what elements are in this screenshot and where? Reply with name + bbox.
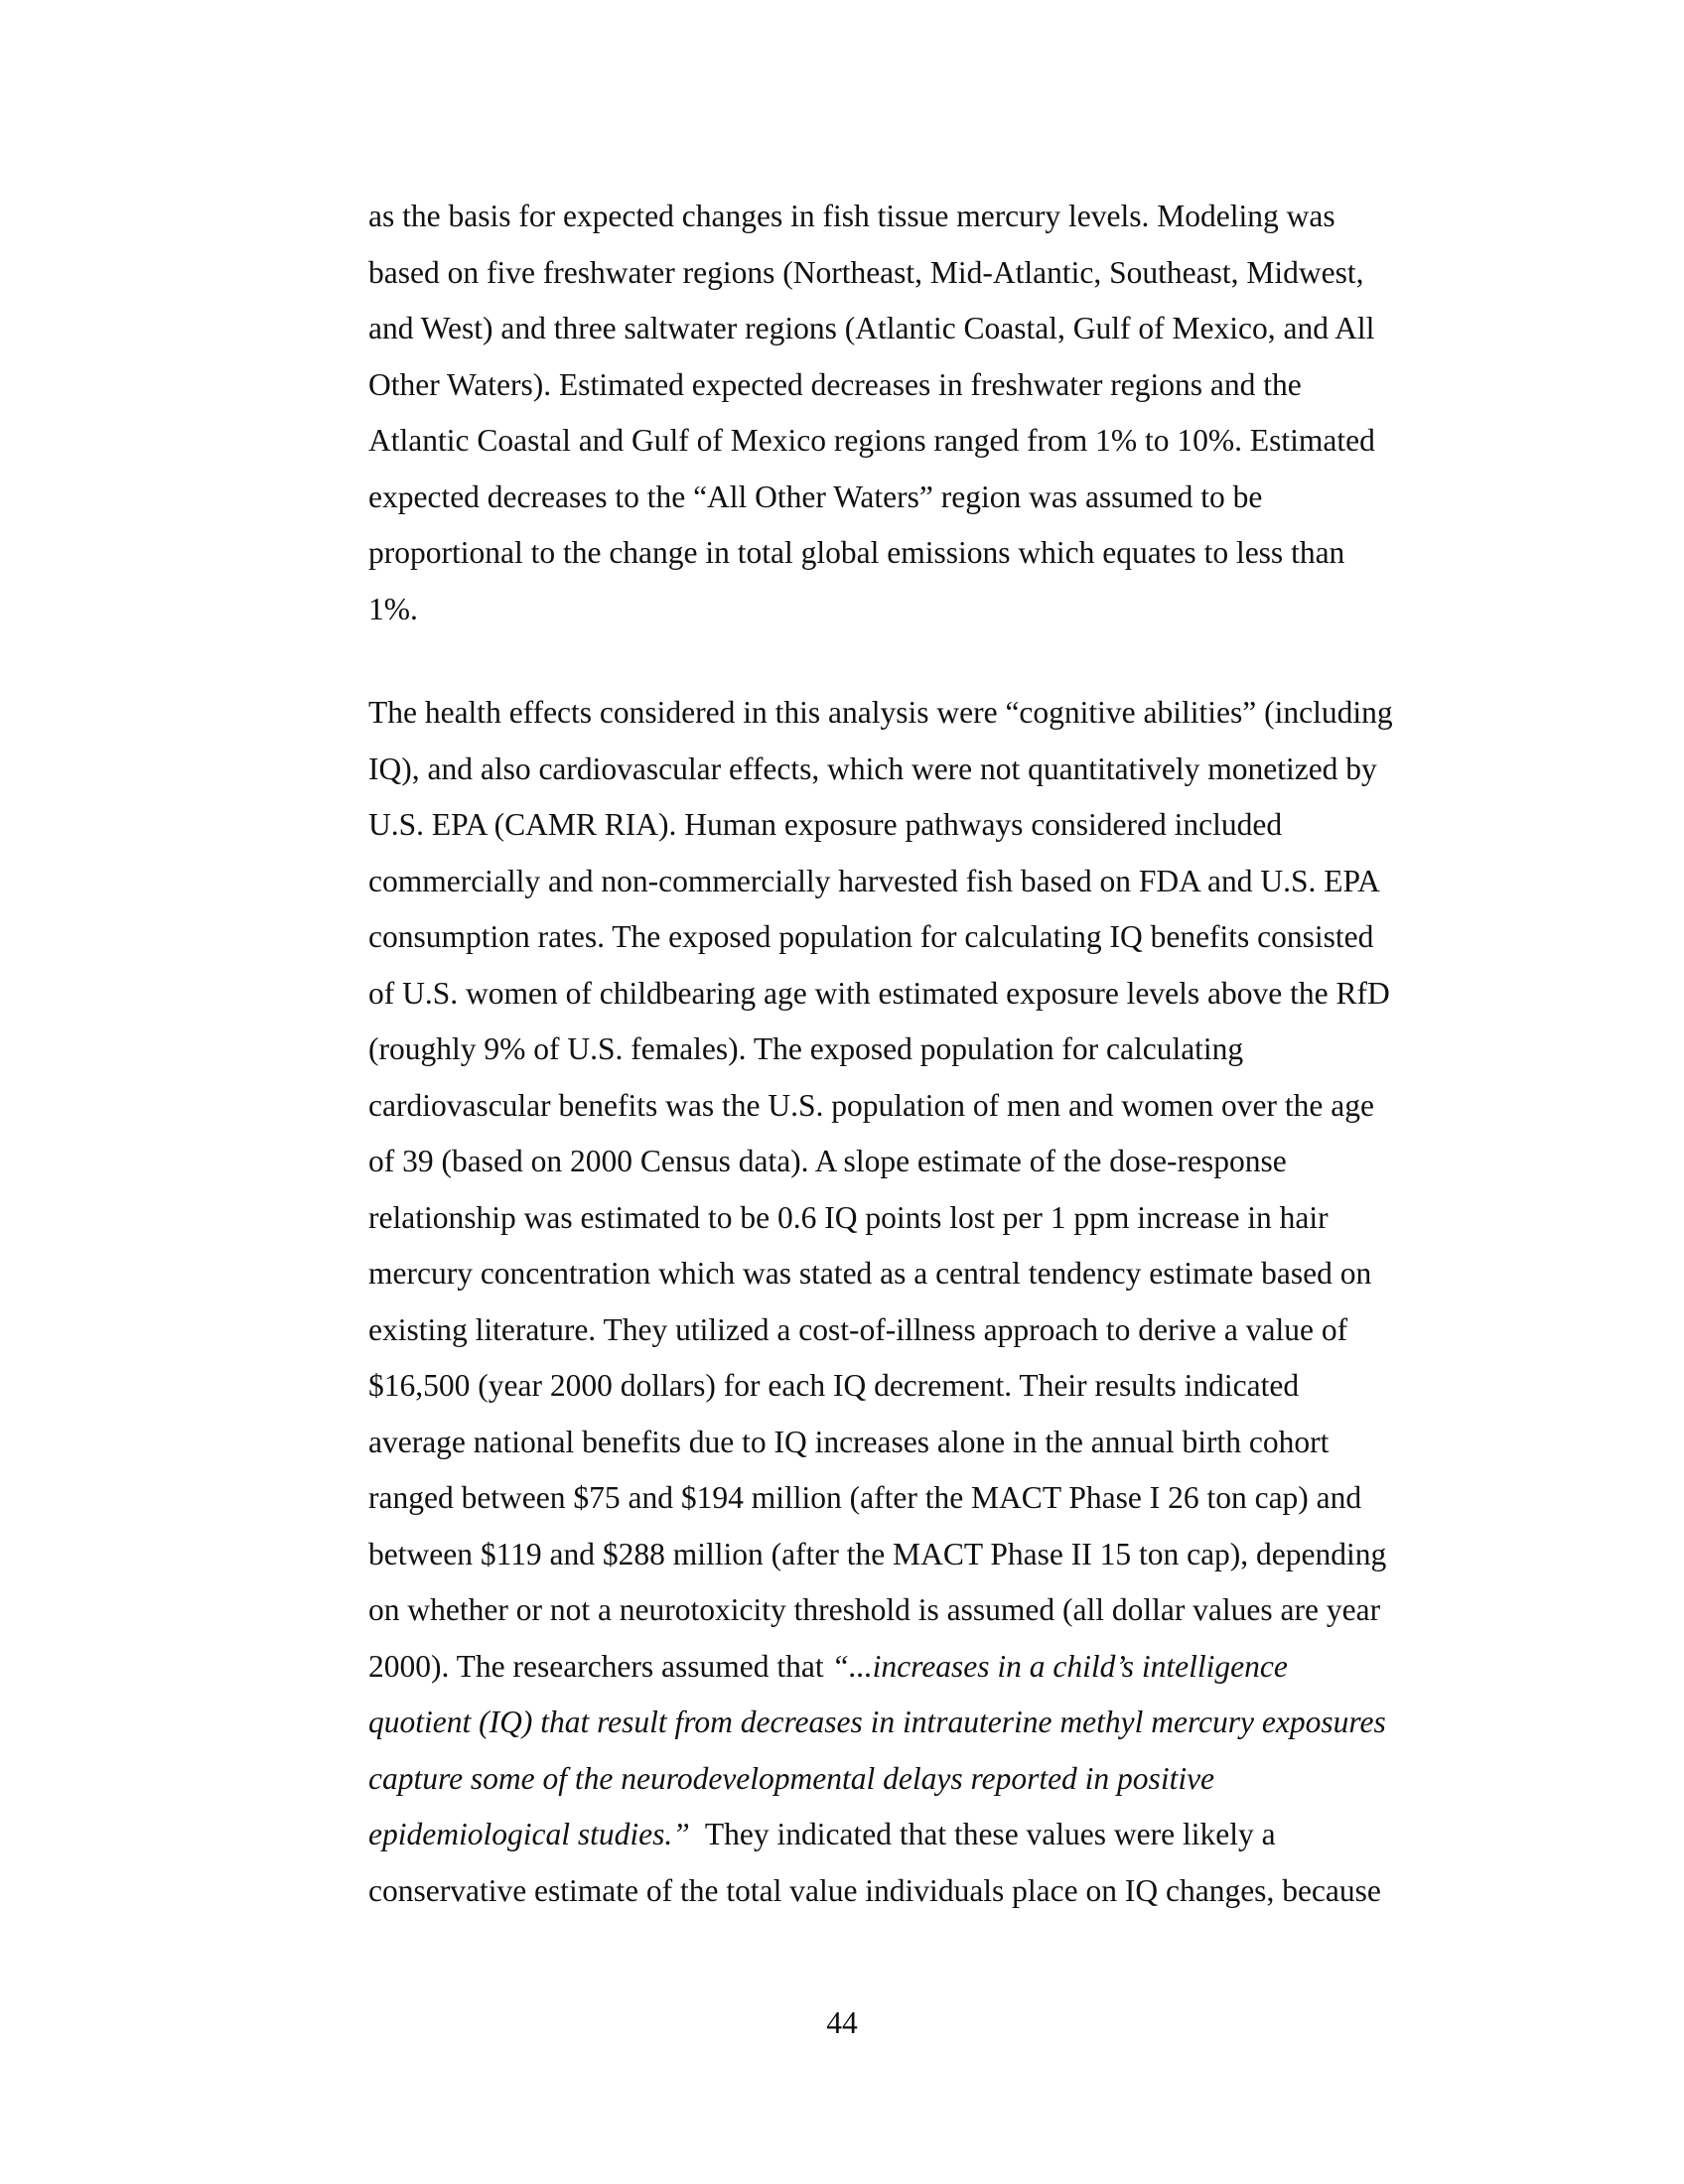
text-line: existing literature. They utilized a cost-of-illness approach to derive a value of — [368, 1311, 1348, 1347]
text-line: of 39 (based on 2000 Census data). A slope estimate of the dose-response — [368, 1144, 1287, 1178]
text-line: on whether or not a neurotoxicity threshold is assumed (all dollar values are year — [368, 1592, 1381, 1627]
text-line: average national benefits due to IQ increases alone in the annual birth cohort — [368, 1424, 1330, 1459]
text-line: consumption rates. The exposed population for calculating IQ benefits consisted — [368, 919, 1374, 954]
paragraph-health-effects — [368, 685, 1441, 1919]
text-line-mixed — [368, 1807, 1441, 1863]
text-line: as the basis for expected changes in fish tissue mercury levels. Modeling was — [368, 199, 1335, 233]
text-line: based on five freshwater regions (Northeast, Mid-Atlantic, Southeast, Midwest, — [368, 254, 1364, 290]
text-line: commercially and non-commercially harvested fish based on FDA and U.S. EPA — [368, 863, 1380, 898]
quoted-text-italic: capture some of the neurodevelopmental delays reported in positive — [368, 1760, 1215, 1796]
quoted-text-italic: “...increases in a child’s intelligence — [831, 1648, 1288, 1684]
text-line: expected decreases to the “All Other Waters” region was assumed to be — [368, 478, 1263, 514]
text-run: They indicated that these values were likely a — [689, 1817, 1276, 1851]
text-line: The health effects considered in this analysis were “cognitive abilities” (including — [368, 695, 1393, 730]
text-line: Atlantic Coastal and Gulf of Mexico regions ranged from 1% to 10%. Estimated — [368, 423, 1375, 458]
text-line: proportional to the change in total global emissions which equates to less than — [368, 535, 1345, 570]
text-line: of U.S. women of childbearing age with estimated exposure levels above the RfD — [368, 975, 1390, 1011]
text-line: cardiovascular benefits was the U.S. population of men and women over the age — [368, 1087, 1374, 1123]
text-line: ranged between $75 and $194 million (after the MACT Phase I 26 ton cap) and — [368, 1480, 1362, 1515]
text-line: between $119 and $288 million (after the MACT Phase II 15 ton cap), depending — [368, 1536, 1387, 1571]
text-line: mercury concentration which was stated as a central tendency estimate based on — [368, 1256, 1372, 1291]
text-line-mixed — [368, 1639, 1441, 1696]
text-line: IQ), and also cardiovascular effects, which were not quantitatively monetized by — [368, 751, 1377, 786]
text-line: (roughly 9% of U.S. females). The exposed population for calculating — [368, 1031, 1244, 1066]
text-run: 2000). The researchers assumed that — [368, 1648, 832, 1684]
page-number: 44 — [826, 2005, 858, 2040]
text-line: Other Waters). Estimated expected decreases in freshwater regions and the — [368, 366, 1302, 402]
quoted-text-italic: epidemiological studies.” — [368, 1817, 690, 1851]
text-line: and West) and three saltwater regions (Atlantic Coastal, Gulf of Mexico, and All — [368, 311, 1375, 345]
text-line: relationship was estimated to be 0.6 IQ points lost per 1 ppm increase in hair — [368, 1199, 1329, 1235]
text-line: 1%. — [368, 591, 418, 626]
paragraph-mercury-modeling — [368, 189, 1441, 637]
text-line: $16,500 (year 2000 dollars) for each IQ decrement. Their results indicated — [368, 1368, 1300, 1403]
quoted-text-italic: quotient (IQ) that result from decreases in intrauterine methyl mercury exposures — [368, 1705, 1386, 1739]
text-line: conservative estimate of the total value individuals place on IQ changes, because — [368, 1872, 1381, 1908]
text-line: U.S. EPA (CAMR RIA). Human exposure pathways considered included — [368, 807, 1283, 842]
